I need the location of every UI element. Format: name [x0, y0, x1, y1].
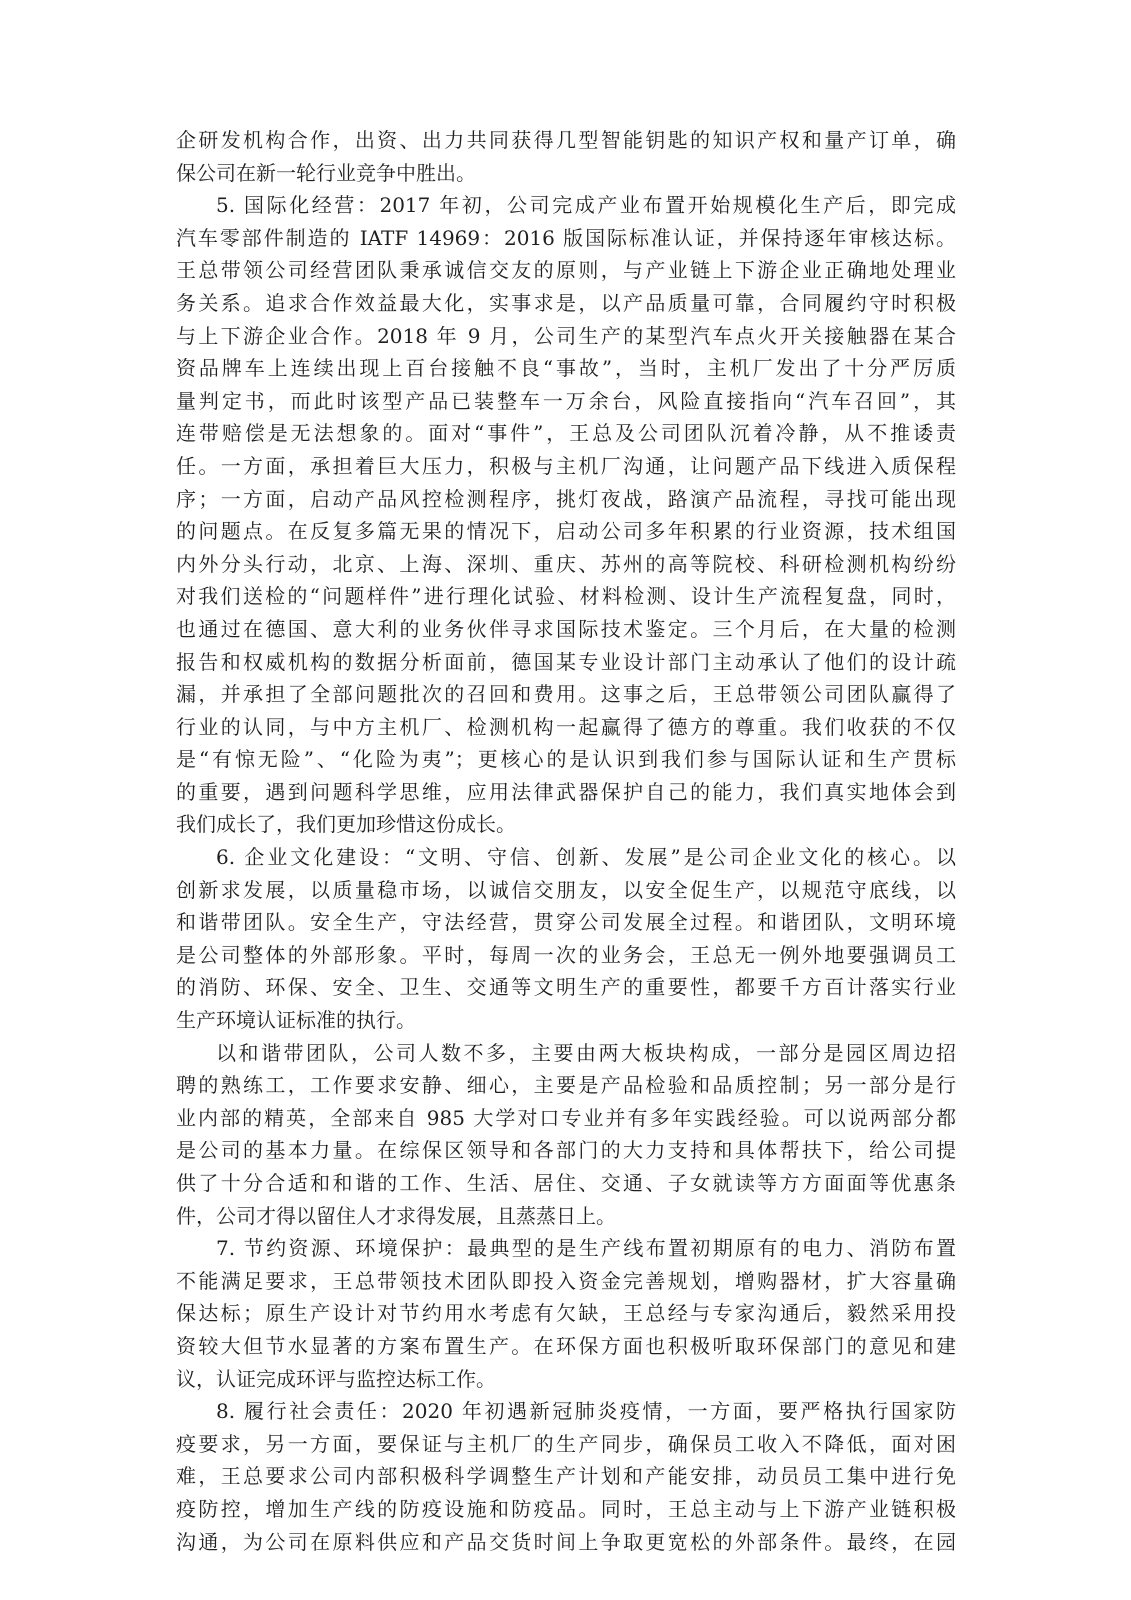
- text-line: 的问题点。在反复多篇无果的情况下，启动公司多年积累的行业资源，技术组国: [176, 519, 956, 544]
- text-line: 沟通，为公司在原料供应和产品交货时间上争取更宽松的外部条件。最终，在园: [176, 1529, 956, 1554]
- text-line: 7. 节约资源、环境保护：最典型的是生产线布置初期原有的电力、消防布置: [216, 1236, 956, 1261]
- text-line: 量判定书，而此时该型产品已装整车一万余台，风险直接指向“汽车召回”，其: [176, 388, 956, 413]
- text-line: 连带赔偿是无法想象的。面对“事件”，王总及公司团队沉着冷静，从不推诿责: [176, 421, 956, 446]
- text-line: 漏，并承担了全部问题批次的召回和费用。这事之后，王总带领公司团队赢得了: [176, 682, 956, 707]
- text-line: 议，认证完成环评与监控达标工作。: [176, 1366, 496, 1391]
- text-line: 资品牌车上连续出现上百台接触不良“事故”，当时，主机厂发出了十分严厉质: [176, 356, 956, 381]
- text-line: 与上下游企业合作。2018 年 9 月，公司生产的某型汽车点火开关接触器在某合: [176, 323, 956, 348]
- text-line: 件，公司才得以留住人才求得发展，且蒸蒸日上。: [176, 1203, 616, 1228]
- text-line: 难，王总要求公司内部积极科学调整生产计划和产能安排，动员员工集中进行免: [176, 1464, 956, 1489]
- text-line: 任。一方面，承担着巨大压力，积极与主机厂沟通，让问题产品下线进入质保程: [176, 453, 956, 478]
- text-line: 的重要，遇到问题科学思维，应用法律武器保护自己的能力，我们真实地体会到: [176, 779, 956, 804]
- text-line: 报告和权威机构的数据分析面前，德国某专业设计部门主动承认了他们的设计疏: [176, 649, 956, 674]
- text-line: 8. 履行社会责任：2020 年初遇新冠肺炎疫情，一方面，要严格执行国家防: [216, 1399, 956, 1424]
- text-line: 内外分头行动，北京、上海、深圳、重庆、苏州的高等院校、科研检测机构纷纷: [176, 551, 956, 576]
- text-line: 汽车零部件制造的 IATF 14969：2016 版国际标准认证，并保持逐年审核达标。: [176, 225, 956, 250]
- text-line: 5. 国际化经营：2017 年初，公司完成产业布置开始规模化生产后，即完成: [216, 193, 956, 218]
- text-line: 以和谐带团队，公司人数不多，主要由两大板块构成，一部分是园区周边招: [216, 1040, 956, 1065]
- text-line: 疫要求，另一方面，要保证与主机厂的生产同步，确保员工收入不降低，面对困: [176, 1431, 956, 1456]
- text-line: 保公司在新一轮行业竞争中胜出。: [176, 160, 476, 185]
- text-line: 创新求发展，以质量稳市场，以诚信交朋友，以安全促生产，以规范守底线，以: [176, 877, 956, 902]
- body-text: [176, 124, 956, 1558]
- text-line: 是“有惊无险”、“化险为夷”；更核心的是认识到我们参与国际认证和生产贯标: [176, 747, 956, 772]
- text-line: 和谐带团队。安全生产，守法经营，贯穿公司发展全过程。和谐团队，文明环境: [176, 910, 956, 935]
- text-line: 对我们送检的“问题样件”进行理化试验、材料检测、设计生产流程复盘，同时，: [176, 584, 956, 609]
- text-line: 务关系。追求合作效益最大化，实事求是，以产品质量可靠，合同履约守时积极: [176, 290, 956, 315]
- text-line: 资较大但节水显著的方案布置生产。在环保方面也积极听取环保部门的意见和建: [176, 1333, 956, 1358]
- text-line: 也通过在德国、意大利的业务伙伴寻求国际技术鉴定。三个月后，在大量的检测: [176, 616, 956, 641]
- text-line: 保达标；原生产设计对节约用水考虑有欠缺，王总经与专家沟通后，毅然采用投: [176, 1301, 956, 1326]
- text-line: 不能满足要求，王总带领技术团队即投入资金完善规划，增购器材，扩大容量确: [176, 1268, 956, 1293]
- text-line: 疫防控，增加生产线的防疫设施和防疫品。同时，王总主动与上下游产业链积极: [176, 1496, 956, 1521]
- text-line: 序；一方面，启动产品风控检测程序，挑灯夜战，路演产品流程，寻找可能出现: [176, 486, 956, 511]
- text-line: 是公司的基本力量。在综保区领导和各部门的大力支持和具体帮扶下，给公司提: [176, 1138, 956, 1163]
- text-line: 我们成长了，我们更加珍惜这份成长。: [176, 812, 516, 837]
- text-line: 生产环境认证标准的执行。: [176, 1008, 416, 1033]
- text-line: 行业的认同，与中方主机厂、检测机构一起赢得了德方的尊重。我们收获的不仅: [176, 714, 956, 739]
- text-line: 是公司整体的外部形象。平时，每周一次的业务会，王总无一例外地要强调员工: [176, 942, 956, 967]
- text-line: 企研发机构合作，出资、出力共同获得几型智能钥匙的知识产权和量产订单，确: [176, 128, 956, 152]
- text-line: 王总带领公司经营团队秉承诚信交友的原则，与产业链上下游企业正确地处理业: [176, 258, 956, 283]
- text-line: 聘的熟练工，工作要求安静、细心，主要是产品检验和品质控制；另一部分是行: [176, 1073, 956, 1098]
- text-line: 业内部的精英，全部来自 985 大学对口专业并有多年实践经验。可以说两部分都: [176, 1105, 956, 1130]
- text-line: 6. 企业文化建设：“文明、守信、创新、发展”是公司企业文化的核心。以: [216, 845, 956, 870]
- text-line: 的消防、环保、安全、卫生、交通等文明生产的重要性，都要千方百计落实行业: [176, 975, 956, 1000]
- text-line: 供了十分合适和和谐的工作、生活、居住、交通、子女就读等方方面面等优惠条: [176, 1171, 956, 1195]
